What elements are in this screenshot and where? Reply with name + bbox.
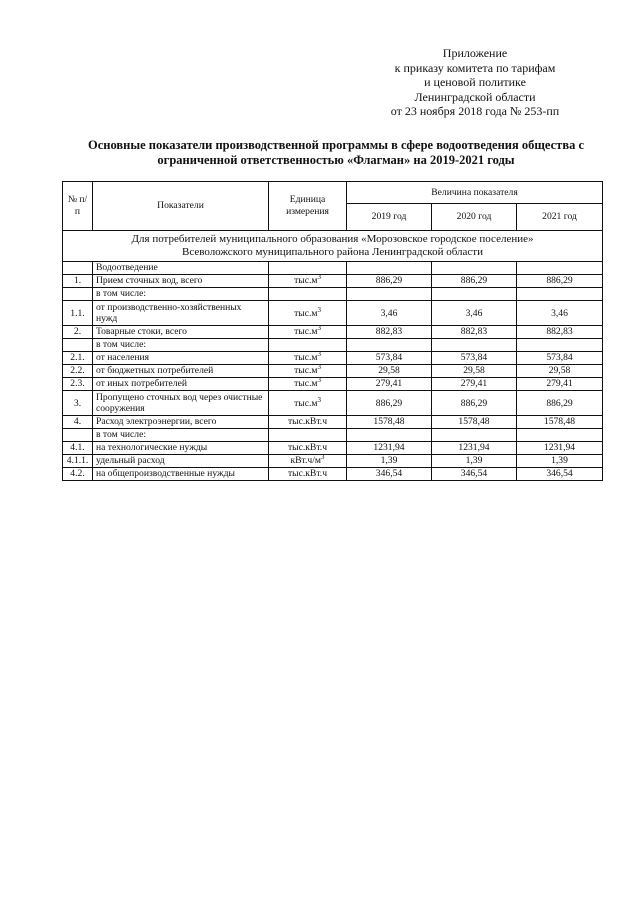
- row-value: 279,41: [517, 378, 603, 391]
- header-year: 2020 год: [432, 204, 517, 231]
- row-value: 886,29: [517, 391, 603, 416]
- row-value: 3,46: [517, 301, 603, 326]
- unit-text: тыс.кВт.ч: [287, 416, 328, 427]
- header-value: Величина показателя: [347, 182, 603, 204]
- row-indicator: Товарные стоки, всего: [93, 326, 269, 339]
- row-value: 1578,48: [517, 416, 603, 429]
- table-row: [63, 416, 603, 429]
- row-unit: [269, 391, 347, 416]
- row-indicator: Прием сточных вод, всего: [93, 275, 269, 288]
- appendix-line: Приложение: [442, 46, 508, 60]
- header-year: 2019 год: [347, 204, 432, 231]
- row-value: [517, 288, 603, 301]
- row-value: 1231,94: [517, 442, 603, 455]
- table-row: [63, 455, 603, 468]
- row-value: 1231,94: [432, 442, 517, 455]
- row-number: 2.: [63, 326, 93, 339]
- row-value: 29,58: [517, 365, 603, 378]
- region-row: [63, 231, 603, 262]
- row-indicator: от иных потребителей: [93, 378, 269, 391]
- table-row: [63, 326, 603, 339]
- row-value: [432, 339, 517, 352]
- row-value: 573,84: [347, 352, 432, 365]
- unit-superscript: 3: [317, 395, 321, 404]
- row-unit: [269, 352, 347, 365]
- row-value: [517, 429, 603, 442]
- row-number: 4.2.: [63, 468, 93, 481]
- unit-text: тыс.м: [294, 378, 318, 389]
- unit-text: тыс.кВт.ч: [287, 468, 328, 479]
- unit-superscript: 3: [317, 305, 321, 314]
- row-value: 1,39: [432, 455, 517, 468]
- row-number: 2.2.: [63, 365, 93, 378]
- appendix-line: Ленинградской области: [414, 89, 536, 104]
- row-value: 886,29: [347, 275, 432, 288]
- row-unit: [269, 301, 347, 326]
- unit-text: тыс.м: [294, 397, 318, 409]
- table-row: [63, 365, 603, 378]
- table-row: [63, 468, 603, 481]
- table-row: [63, 262, 603, 275]
- row-indicator: от населения: [93, 352, 269, 365]
- row-value: 1578,48: [432, 416, 517, 429]
- indicators-table: [62, 181, 603, 481]
- table-row: [63, 288, 603, 301]
- row-indicator: Водоотведение: [93, 262, 269, 275]
- unit-text: тыс.м: [294, 307, 318, 319]
- region-line: Всеволожского муниципального района Ленинградской области: [181, 246, 484, 258]
- header-year: 2021 год: [517, 204, 603, 231]
- header-indicator: Показатели: [93, 182, 269, 231]
- row-value: 886,29: [347, 391, 432, 416]
- row-number: 3.: [63, 391, 93, 416]
- unit-superscript: 3: [317, 325, 321, 332]
- table-body: [63, 231, 603, 481]
- unit-superscript: 3: [317, 351, 321, 358]
- region-line: Для потребителей муниципального образования «Морозовское городское поселение»: [131, 233, 534, 245]
- row-unit: [269, 455, 347, 468]
- row-unit: [269, 416, 347, 429]
- row-value: 886,29: [517, 275, 603, 288]
- appendix-line: от 23 ноября 2018 года № 253-пп: [390, 104, 560, 118]
- row-value: 573,84: [517, 352, 603, 365]
- row-number: 4.: [63, 416, 93, 429]
- row-unit: [269, 339, 347, 352]
- unit-text: тыс.м: [294, 352, 318, 363]
- table-row: [63, 339, 603, 352]
- unit-text: тыс.кВт.ч: [287, 442, 328, 453]
- row-indicator: на общепроизводственные нужды: [93, 468, 269, 481]
- row-value: [347, 429, 432, 442]
- row-value: 29,58: [347, 365, 432, 378]
- row-unit: [269, 288, 347, 301]
- row-number: 1.: [63, 275, 93, 288]
- row-unit: [269, 262, 347, 275]
- row-unit: [269, 468, 347, 481]
- table-row: [63, 275, 603, 288]
- row-indicator: в том числе:: [93, 339, 269, 352]
- row-indicator: удельный расход: [93, 455, 269, 468]
- row-value: [432, 262, 517, 275]
- row-value: 882,83: [432, 326, 517, 339]
- row-number: [63, 339, 93, 352]
- unit-text: тыс.м: [294, 275, 318, 286]
- header-unit: Единица измерения: [269, 182, 347, 231]
- row-number: 2.1.: [63, 352, 93, 365]
- row-number: 2.3.: [63, 378, 93, 391]
- title-line: ограниченной ответственностью «Флагман» на 2019-2021 годы: [157, 153, 515, 167]
- row-value: 886,29: [432, 391, 517, 416]
- row-value: 29,58: [432, 365, 517, 378]
- row-indicator: Расход электроэнергии, всего: [93, 416, 269, 429]
- row-value: [347, 288, 432, 301]
- row-number: 1.1.: [63, 301, 93, 326]
- appendix-line: к приказу комитета по тарифам: [394, 60, 556, 75]
- unit-superscript: 3: [317, 364, 321, 371]
- row-value: 346,54: [517, 468, 603, 481]
- row-value: [517, 339, 603, 352]
- row-value: 1578,48: [347, 416, 432, 429]
- row-number: [63, 262, 93, 275]
- appendix-line: и ценовой политике: [424, 75, 526, 89]
- unit-superscript: 3: [317, 274, 321, 281]
- row-value: 886,29: [432, 275, 517, 288]
- row-unit: [269, 378, 347, 391]
- row-value: 573,84: [432, 352, 517, 365]
- row-value: [432, 288, 517, 301]
- appendix-block: [360, 46, 590, 119]
- header-num: № п/п: [63, 182, 93, 231]
- table-row: [63, 391, 603, 416]
- unit-text: кВт.ч/м: [290, 455, 321, 466]
- row-indicator: в том числе:: [93, 429, 269, 442]
- table-row: [63, 378, 603, 391]
- row-value: [517, 262, 603, 275]
- row-indicator: от бюджетных потребителей: [93, 365, 269, 378]
- row-unit: [269, 326, 347, 339]
- unit-superscript: 3: [321, 454, 325, 461]
- row-number: [63, 288, 93, 301]
- row-indicator: в том числе:: [93, 288, 269, 301]
- row-value: 279,41: [432, 378, 517, 391]
- row-indicator: Пропущено сточных вод через очистные сооружения: [93, 391, 269, 416]
- row-value: 882,83: [347, 326, 432, 339]
- row-value: 3,46: [432, 301, 517, 326]
- row-value: 346,54: [347, 468, 432, 481]
- row-value: 1231,94: [347, 442, 432, 455]
- table-row: [63, 429, 603, 442]
- row-unit: [269, 275, 347, 288]
- row-number: 4.1.: [63, 442, 93, 455]
- row-indicator: от производственно-хозяйственных нужд: [93, 301, 269, 326]
- unit-superscript: 3: [317, 377, 321, 384]
- title-line: Основные показатели производственной программы в сфере водоотведения общества с: [87, 138, 584, 152]
- row-value: [347, 339, 432, 352]
- row-value: 279,41: [347, 378, 432, 391]
- row-value: [347, 262, 432, 275]
- table-row: [63, 301, 603, 326]
- table-row: [63, 442, 603, 455]
- row-indicator: на технологические нужды: [93, 442, 269, 455]
- row-unit: [269, 442, 347, 455]
- row-value: 882,83: [517, 326, 603, 339]
- row-number: 4.1.1.: [63, 455, 93, 468]
- row-value: 346,54: [432, 468, 517, 481]
- row-unit: [269, 429, 347, 442]
- table-row: [63, 352, 603, 365]
- unit-text: тыс.м: [294, 326, 318, 337]
- row-number: [63, 429, 93, 442]
- document-title: [62, 138, 610, 168]
- row-value: 1,39: [517, 455, 603, 468]
- unit-text: тыс.м: [294, 365, 318, 376]
- row-unit: [269, 365, 347, 378]
- row-value: [432, 429, 517, 442]
- row-value: 3,46: [347, 301, 432, 326]
- row-value: 1,39: [347, 455, 432, 468]
